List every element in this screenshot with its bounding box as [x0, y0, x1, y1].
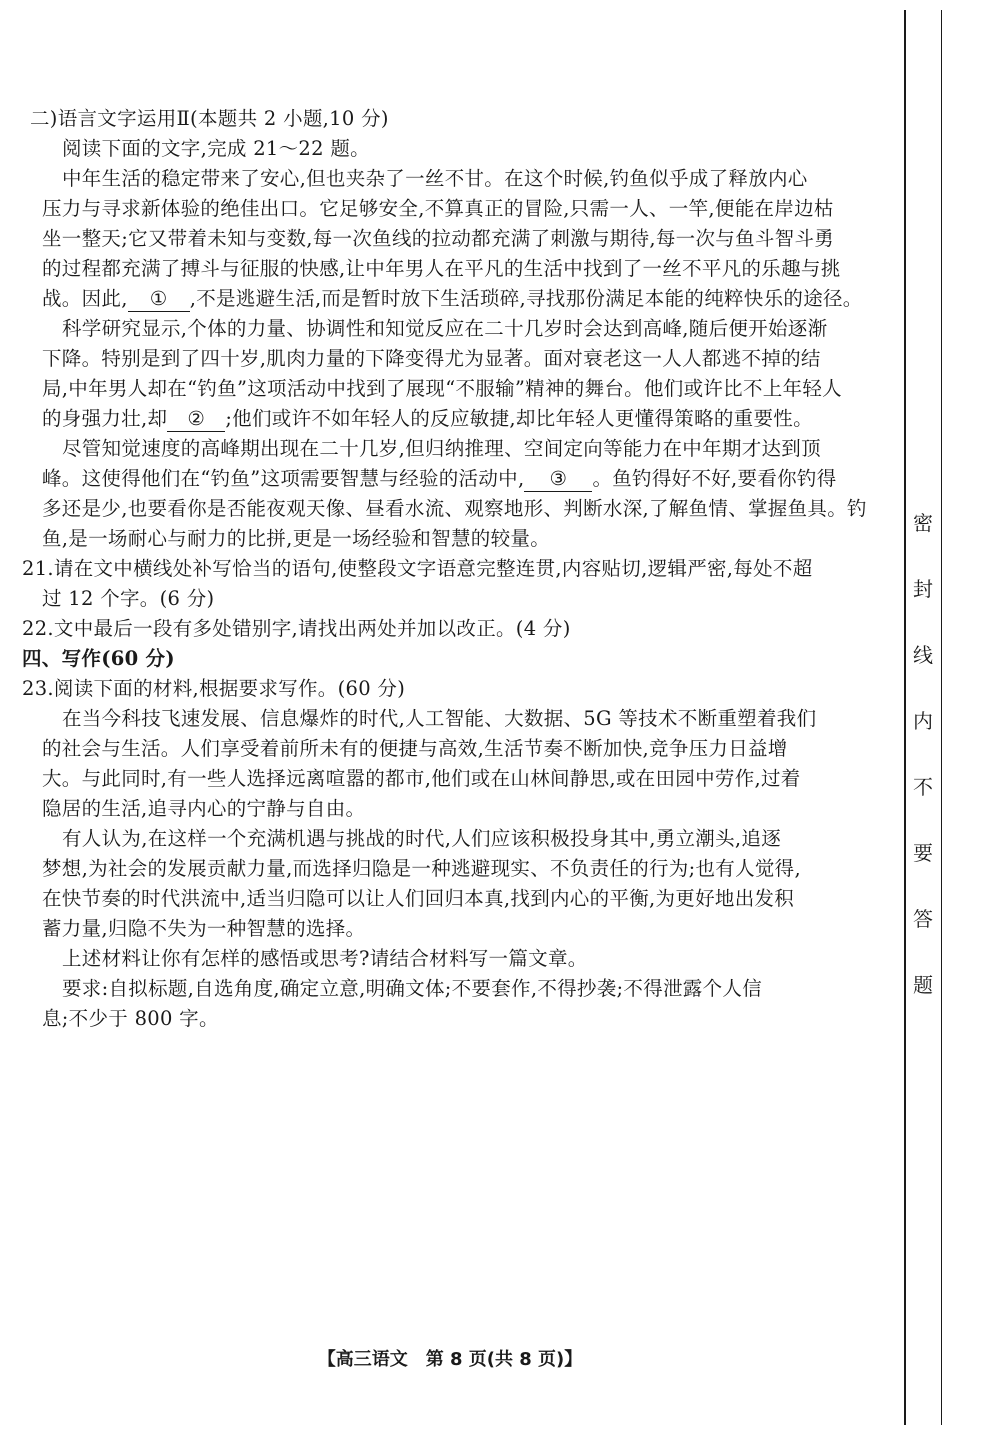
passage-text: 的身强力壮,却: [42, 407, 168, 430]
requirement-line: 要求:自拟标题,自选角度,确定立意,明确文体;不要套作,不得抄袭;不得泄露个人信: [62, 977, 763, 1000]
seal-char: 线: [913, 643, 933, 667]
material-line: 有人认为,在这样一个充满机遇与挑战的时代,人们应该积极投身其中,勇立潮头,追逐: [62, 827, 781, 850]
question-22: 22.文中最后一段有多处错别字,请找出两处并加以改正。(4 分): [22, 617, 571, 640]
material-paragraph-2: [22, 824, 857, 944]
passage-line: [22, 284, 863, 314]
passage-line: 鱼,是一场耐心与耐力的比拼,更是一场经验和智慧的较量。: [42, 527, 550, 550]
passage-line: 局,中年男人却在“钓鱼”这项活动中找到了展现“不服输”精神的舞台。他们或许比不上年轻人: [42, 377, 842, 400]
question-23: 23.阅读下面的材料,根据要求写作。(60 分): [22, 677, 406, 700]
material-line: 隐居的生活,追寻内心的宁静与自由。: [42, 797, 366, 820]
seal-char: 要: [913, 841, 933, 865]
seal-line-notice: [906, 490, 940, 1018]
passage-paragraph-2: [22, 314, 857, 434]
material-line: 蓄力量,归隐不失为一种智慧的选择。: [42, 917, 366, 940]
passage-line: 下降。特别是到了四十岁,肌肉力量的下降变得尤为显著。面对衰老这一人人都逃不掉的结: [42, 347, 821, 370]
reading-instruction: 阅读下面的文字,完成 21～22 题。: [62, 137, 370, 160]
exam-page-content: [22, 104, 867, 1034]
passage-paragraph-1: [22, 164, 863, 314]
fill-blank-1: ①: [128, 287, 190, 312]
passage-text: ;他们或许不如年轻人的反应敏捷,却比年轻人更懂得策略的重要性。: [225, 407, 813, 430]
seal-char: 密: [913, 511, 933, 535]
passage-text: 峰。这使得他们在“钓鱼”这项需要智慧与经验的活动中,: [42, 467, 525, 490]
question-line: 过 12 个字。(6 分): [42, 587, 215, 610]
passage-text: 战。因此,: [42, 287, 128, 310]
passage-line: 坐一整天;它又带着未知与变数,每一次鱼线的拉动都充满了刺激与期待,每一次与鱼斗智斗勇: [42, 227, 835, 250]
material-line: 在当今科技飞速发展、信息爆炸的时代,人工智能、大数据、5G 等技术不断重塑着我们: [62, 707, 817, 730]
seal-char: 封: [913, 577, 933, 601]
material-paragraph-1: [22, 704, 857, 824]
writing-prompt: 上述材料让你有怎样的感悟或思考?请结合材料写一篇文章。: [62, 947, 588, 970]
writing-requirements: [22, 974, 857, 1034]
seal-char: 内: [913, 709, 933, 733]
passage-line: [22, 404, 857, 434]
material-line: 梦想,为社会的发展贡献力量,而选择归隐是一种逃避现实、不负责任的行为;也有人觉得,: [42, 857, 801, 880]
passage-text: ,不是逃避生活,而是暂时放下生活琐碎,寻找那份满足本能的纯粹快乐的途径。: [189, 287, 863, 310]
passage-line: [22, 464, 857, 494]
requirement-line: 息;不少于 800 字。: [42, 1007, 219, 1030]
material-line: 大。与此同时,有一些人选择远离喧嚣的都市,他们或在山林间静思,或在田园中劳作,过着: [42, 767, 801, 790]
question-line: 21.请在文中横线处补写恰当的语句,使整段文字语意完整连贯,内容贴切,逻辑严密,每处不超: [22, 557, 813, 580]
seal-char: 题: [913, 973, 933, 997]
passage-line: 压力与寻求新体验的绝佳出口。它足够安全,不算真正的冒险,只需一人、一竿,便能在岸边枯: [42, 197, 834, 220]
seal-char: 答: [913, 907, 933, 931]
passage-line: 多还是少,也要看你是否能夜观天像、昼看水流、观察地形、判断水深,了解鱼情、掌握鱼具。钓: [42, 497, 867, 520]
section-4-heading: 四、写作(60 分): [22, 647, 175, 670]
passage-text: 。鱼钓得好不好,要看你钓得: [592, 467, 837, 490]
passage-line: 中年生活的稳定带来了安心,但也夹杂了一丝不甘。在这个时候,钓鱼似乎成了释放内心: [62, 167, 808, 190]
seal-char: 不: [913, 775, 933, 799]
material-line: 在快节奏的时代洪流中,适当归隐可以让人们回归本真,找到内心的平衡,为更好地出发积: [42, 887, 795, 910]
fill-blank-2: ②: [167, 407, 225, 432]
fill-blank-3: ③: [524, 467, 592, 492]
material-line: 的社会与生活。人们享受着前所未有的便捷与高效,生活节奏不断加快,竞争压力日益增: [42, 737, 788, 760]
question-21: [22, 554, 857, 614]
passage-line: 的过程都充满了搏斗与征服的快感,让中年男人在平凡的生活中找到了一丝不平凡的乐趣与挑: [42, 257, 841, 280]
page-footer: 【高三语文 第 8 页(共 8 页)】: [317, 1349, 583, 1370]
passage-line: 尽管知觉速度的高峰期出现在二十几岁,但归纳推理、空间定向等能力在中年期才达到顶: [62, 437, 821, 460]
section-2-heading: 二)语言文字运用Ⅱ(本题共 2 小题,10 分): [30, 107, 389, 130]
binding-line-outer: [941, 10, 942, 1425]
passage-paragraph-3: [22, 434, 867, 554]
passage-line: 科学研究显示,个体的力量、协调性和知觉反应在二十几岁时会达到高峰,随后便开始逐渐: [62, 317, 828, 340]
